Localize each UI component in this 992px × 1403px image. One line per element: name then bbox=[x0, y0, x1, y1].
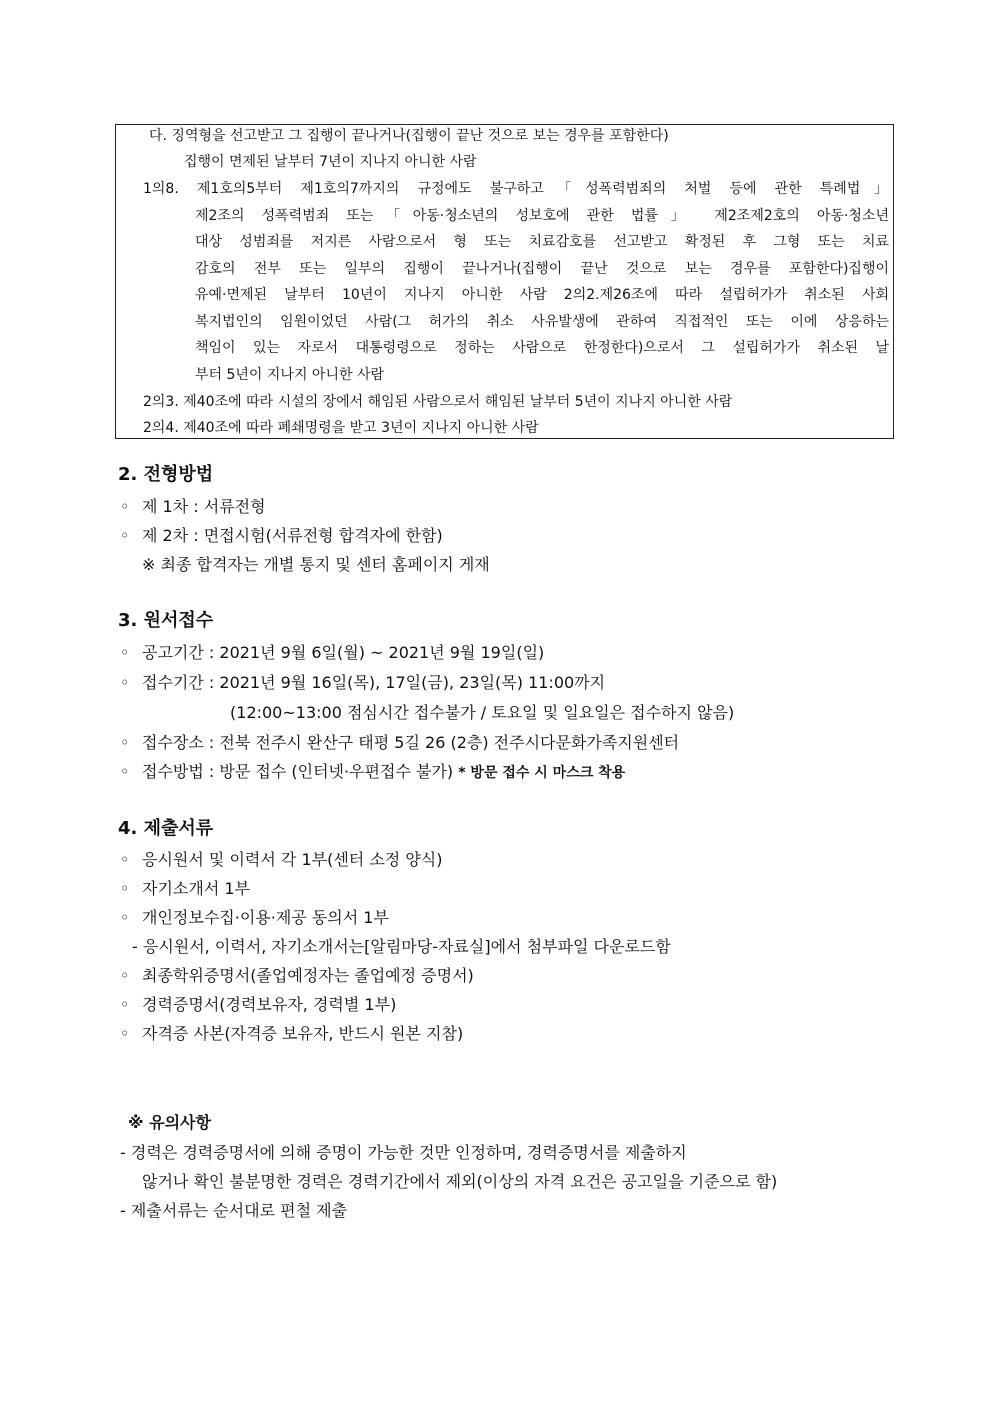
bullet-icon: ◦ bbox=[120, 1024, 130, 1043]
box-line: 대상 성범죄를 저지른 사람으로서 형 또는 치료감호를 선고받고 확정된 후 그형 또는 치료 bbox=[195, 234, 889, 250]
section-title-documents: 4. 제출서류 bbox=[118, 818, 214, 839]
list-item-text: 제 2차 : 면접시험(서류전형 합격자에 한함) bbox=[142, 526, 443, 545]
bullet-icon: ◦ bbox=[120, 762, 130, 781]
section-title-application: 3. 원서접수 bbox=[118, 610, 214, 631]
box-line: 제2조의 성폭력범죄 또는「아동·청소년의 성보호에 관한 법률」 제2조제2호의 아동·청소년 bbox=[195, 208, 889, 224]
section-title-selection: 2. 전형방법 bbox=[118, 464, 214, 485]
list-item bbox=[120, 1021, 463, 1044]
list-item-text: 경력증명서(경력보유자, 경력별 1부) bbox=[142, 995, 397, 1014]
list-item-text: 최종학위증명서(졸업예정자는 졸업예정 증명서) bbox=[142, 966, 474, 985]
mask-note: * 방문 접수 시 마스크 착용 bbox=[458, 765, 626, 781]
notes-title: ※ 유의사항 bbox=[128, 1113, 211, 1132]
list-item-text: 개인정보수집·이용·제공 동의서 1부 bbox=[142, 908, 389, 927]
notes-line: - 경력은 경력증명서에 의해 증명이 가능한 것만 인정하며, 경력증명서를 제출하지 bbox=[120, 1143, 687, 1162]
list-item bbox=[120, 876, 250, 899]
bullet-icon: ◦ bbox=[120, 526, 130, 545]
list-item bbox=[120, 992, 396, 1015]
bullet-icon: ◦ bbox=[120, 673, 130, 692]
bullet-icon: ◦ bbox=[120, 966, 130, 985]
notes-line: - 제출서류는 순서대로 편철 제출 bbox=[120, 1201, 348, 1220]
list-item bbox=[120, 905, 389, 928]
box-line: 책임이 있는 자로서 대통령령으로 정하는 사람으로 한정한다)으로서 그 설립허가가 취소된 날 bbox=[195, 340, 889, 356]
bullet-icon: ◦ bbox=[120, 995, 130, 1014]
list-item-text: 자격증 사본(자격증 보유자, 반드시 원본 지참) bbox=[142, 1024, 464, 1043]
list-item-text: 접수장소 : 전북 전주시 완산구 태평 5길 26 (2층) 전주시다문화가족지원센터 bbox=[142, 733, 680, 752]
notes-line: 않거나 확인 불분명한 경력은 경력기간에서 제외(이상의 자격 요건은 공고일을 기준으로 함) bbox=[142, 1172, 778, 1191]
box-line: 집행이 면제된 날부터 7년이 지나지 아니한 사람 bbox=[184, 154, 477, 170]
bullet-icon: ◦ bbox=[120, 643, 130, 662]
list-item-text: 제 1차 : 서류전형 bbox=[142, 497, 266, 516]
list-item bbox=[120, 730, 679, 753]
bullet-icon: ◦ bbox=[120, 850, 130, 869]
box-line: 다. 징역형을 선고받고 그 집행이 끝나거나(집행이 끝난 것으로 보는 경우를 포함한다) bbox=[149, 128, 669, 144]
list-item-continuation: (12:00~13:00 점심시간 접수불가 / 토요일 및 일요일은 접수하지 않음) bbox=[230, 703, 735, 722]
list-item bbox=[120, 523, 443, 546]
box-line: 감호의 전부 또는 일부의 집행이 끝나거나(집행이 끝난 것으로 보는 경우를 포함한다)집행이 bbox=[195, 261, 889, 277]
bullet-icon: ◦ bbox=[120, 879, 130, 898]
bullet-icon: ◦ bbox=[120, 733, 130, 752]
bullet-icon: ◦ bbox=[120, 497, 130, 516]
list-item-text: 응시원서 및 이력서 각 1부(센터 소정 양식) bbox=[142, 850, 443, 869]
list-item-text: 자기소개서 1부 bbox=[142, 879, 251, 898]
list-item bbox=[120, 670, 605, 693]
disqualification-box bbox=[115, 124, 894, 439]
list-item bbox=[120, 759, 625, 782]
list-item bbox=[120, 640, 544, 663]
note-line: ※ 최종 합격자는 개별 통지 및 센터 홈페이지 게재 bbox=[142, 555, 490, 574]
list-item-text: 접수방법 : 방문 접수 (인터넷·우편접수 불가) bbox=[142, 762, 459, 781]
bullet-icon: ◦ bbox=[120, 908, 130, 927]
box-line: 2의4. 제40조에 따라 폐쇄명령을 받고 3년이 지나지 아니한 사람 bbox=[143, 420, 539, 436]
box-line: 부터 5년이 지나지 아니한 사람 bbox=[195, 367, 384, 383]
list-item bbox=[120, 963, 474, 986]
list-item bbox=[120, 494, 266, 517]
box-line: 2의3. 제40조에 따라 시설의 장에서 해임된 사람으로서 해임된 날부터 5년이 지나지 아니한 사람 bbox=[143, 394, 733, 410]
list-item-text: 공고기간 : 2021년 9월 6일(월) ~ 2021년 9월 19일(일) bbox=[142, 643, 545, 662]
list-sub-item: - 응시원서, 이력서, 자기소개서는[알림마당-자료실]에서 첨부파일 다운로드함 bbox=[132, 937, 671, 956]
box-line: 복지법인의 임원이었던 사람(그 허가의 취소 사유발생에 관하여 직접적인 또는 이에 상응하는 bbox=[195, 314, 889, 330]
box-line: 유예·면제된 날부터 10년이 지나지 아니한 사람 2의2.제26조에 따라 설립허가가 취소된 사회 bbox=[195, 287, 889, 303]
box-line: 1의8. 제1호의5부터 제1호의7까지의 규정에도 불구하고「성폭력범죄의 처벌 등에 관한 특례법」 bbox=[143, 181, 888, 197]
list-item bbox=[120, 847, 442, 870]
list-item-text: 접수기간 : 2021년 9월 16일(목), 17일(금), 23일(목) 11:00까지 bbox=[142, 673, 606, 692]
